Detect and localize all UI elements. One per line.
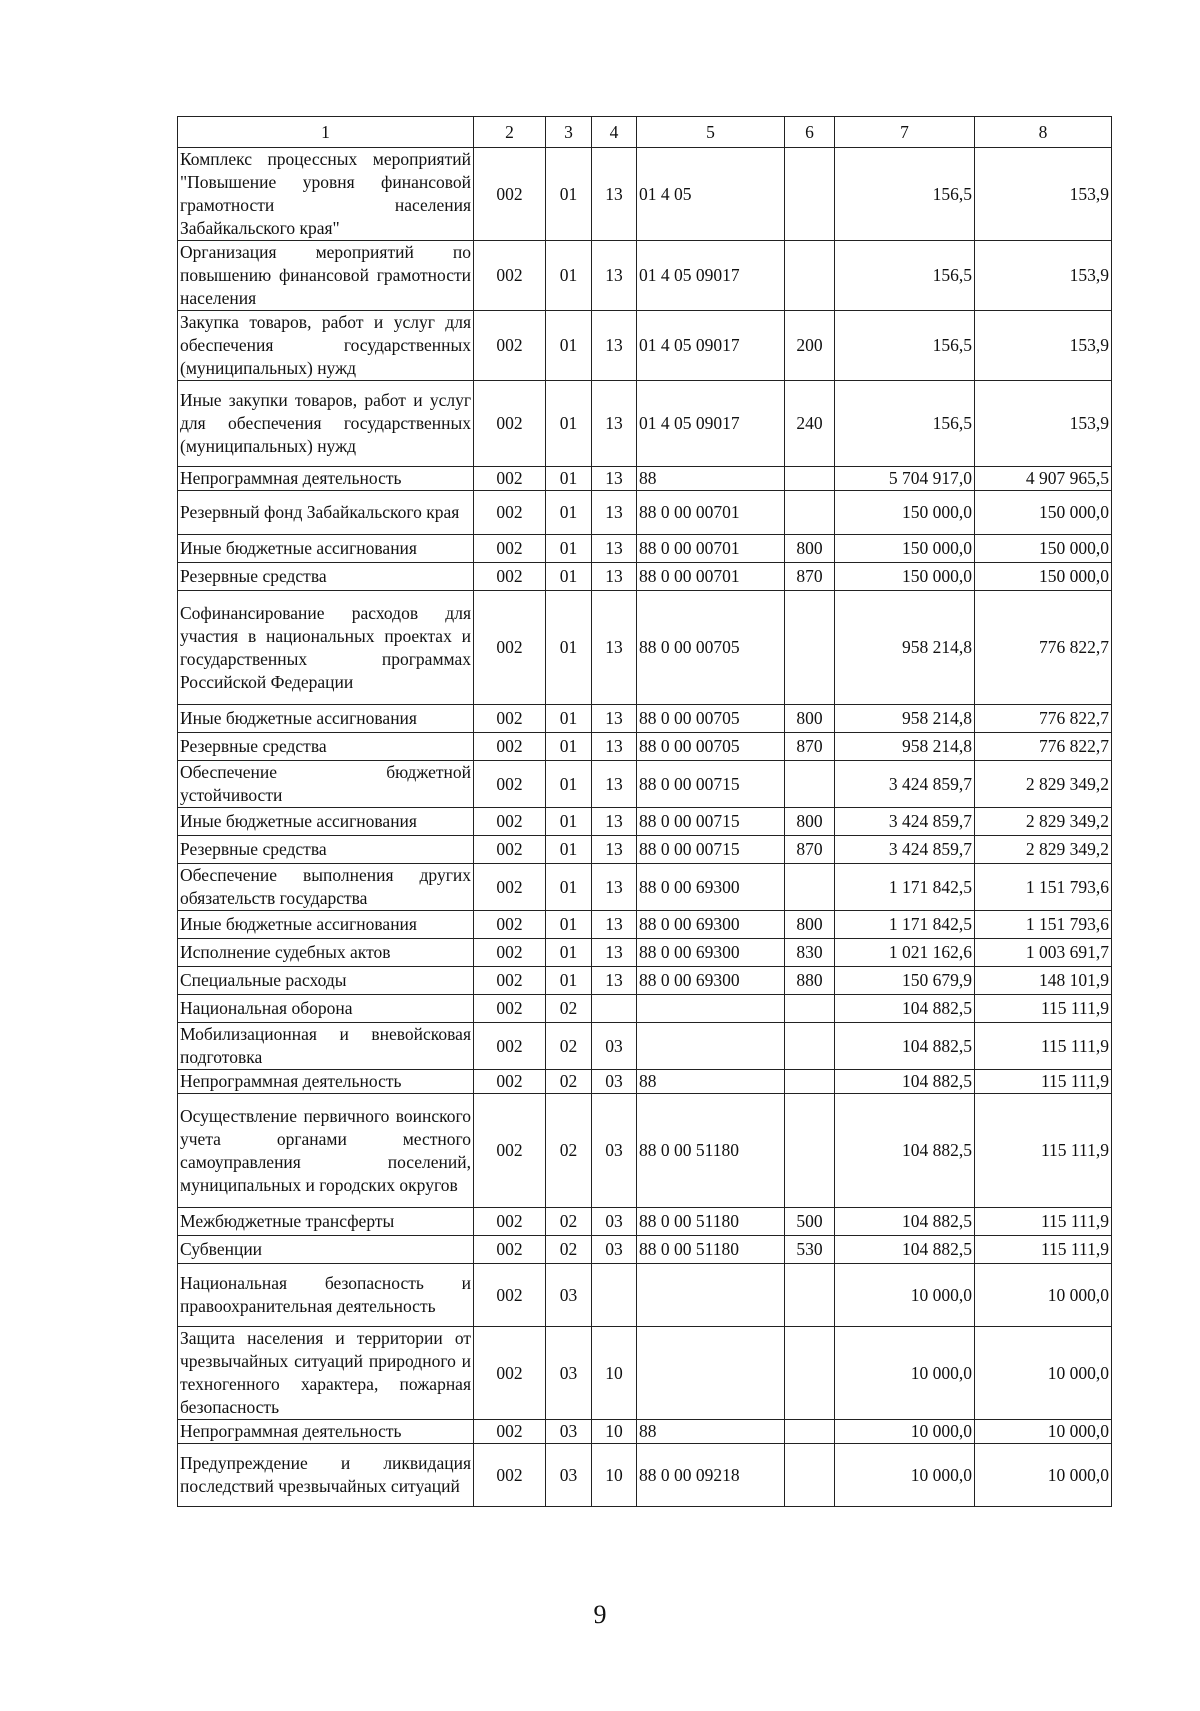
row-section-code: 01 xyxy=(546,733,592,761)
row-section-code: 01 xyxy=(546,467,592,491)
row-target-article xyxy=(637,1023,785,1070)
table-row xyxy=(178,1236,1112,1264)
row-section-code: 02 xyxy=(546,1094,592,1208)
row-name: Резервный фонд Забайкальского края xyxy=(178,491,474,535)
budget-table xyxy=(177,116,1112,1507)
row-amount-col7: 104 882,5 xyxy=(835,1094,975,1208)
row-expense-type xyxy=(785,467,835,491)
row-ministry-code: 002 xyxy=(474,241,546,311)
row-amount-col8: 148 101,9 xyxy=(975,967,1112,995)
row-subsection-code: 13 xyxy=(592,535,637,563)
row-amount-col8: 153,9 xyxy=(975,241,1112,311)
row-subsection-code: 13 xyxy=(592,808,637,836)
row-amount-col7: 156,5 xyxy=(835,311,975,381)
row-amount-col8: 2 829 349,2 xyxy=(975,836,1112,864)
row-expense-type xyxy=(785,864,835,911)
row-section-code: 01 xyxy=(546,808,592,836)
row-ministry-code: 002 xyxy=(474,381,546,467)
row-expense-type: 800 xyxy=(785,705,835,733)
row-name: Софинансирование расходов для участия в национальных проектах и государственных программах Российской Федерации xyxy=(178,591,474,705)
row-target-article: 88 xyxy=(637,1420,785,1444)
row-ministry-code: 002 xyxy=(474,563,546,591)
row-subsection-code: 13 xyxy=(592,148,637,241)
table-row xyxy=(178,467,1112,491)
row-amount-col7: 3 424 859,7 xyxy=(835,836,975,864)
row-ministry-code: 002 xyxy=(474,836,546,864)
row-subsection-code: 03 xyxy=(592,1023,637,1070)
row-expense-type: 880 xyxy=(785,967,835,995)
row-expense-type xyxy=(785,1420,835,1444)
row-subsection-code: 13 xyxy=(592,311,637,381)
table-row xyxy=(178,1094,1112,1208)
row-amount-col7: 104 882,5 xyxy=(835,995,975,1023)
table-row xyxy=(178,1264,1112,1327)
row-subsection-code: 13 xyxy=(592,939,637,967)
row-name: Непрограммная деятельность xyxy=(178,467,474,491)
row-subsection-code xyxy=(592,995,637,1023)
row-section-code: 02 xyxy=(546,1070,592,1094)
row-amount-col8: 150 000,0 xyxy=(975,563,1112,591)
row-section-code: 03 xyxy=(546,1264,592,1327)
row-expense-type: 240 xyxy=(785,381,835,467)
row-amount-col8: 2 829 349,2 xyxy=(975,808,1112,836)
row-ministry-code: 002 xyxy=(474,591,546,705)
row-amount-col7: 104 882,5 xyxy=(835,1236,975,1264)
row-name: Обеспечение бюджетной устойчивости xyxy=(178,761,474,808)
row-subsection-code: 13 xyxy=(592,733,637,761)
row-expense-type: 870 xyxy=(785,733,835,761)
row-expense-type xyxy=(785,1444,835,1507)
row-target-article: 01 4 05 xyxy=(637,148,785,241)
row-target-article: 88 0 00 00701 xyxy=(637,563,785,591)
row-name: Резервные средства xyxy=(178,733,474,761)
row-section-code: 01 xyxy=(546,381,592,467)
row-subsection-code: 13 xyxy=(592,967,637,995)
row-ministry-code: 002 xyxy=(474,1327,546,1420)
row-expense-type xyxy=(785,1327,835,1420)
row-expense-type xyxy=(785,995,835,1023)
row-name: Непрограммная деятельность xyxy=(178,1070,474,1094)
row-amount-col7: 1 171 842,5 xyxy=(835,864,975,911)
row-amount-col8: 115 111,9 xyxy=(975,1094,1112,1208)
row-amount-col8: 153,9 xyxy=(975,311,1112,381)
row-name: Осуществление первичного воинского учета органами местного самоуправления поселений, муниципальных и городских округов xyxy=(178,1094,474,1208)
page-number: 9 xyxy=(593,1600,607,1629)
row-target-article: 88 0 00 00705 xyxy=(637,733,785,761)
row-amount-col8: 10 000,0 xyxy=(975,1444,1112,1507)
header-col-6: 6 xyxy=(785,117,835,148)
row-subsection-code: 13 xyxy=(592,836,637,864)
row-amount-col8: 4 907 965,5 xyxy=(975,467,1112,491)
table-row xyxy=(178,591,1112,705)
table-header xyxy=(178,117,1112,148)
row-amount-col7: 156,5 xyxy=(835,241,975,311)
row-subsection-code: 10 xyxy=(592,1420,637,1444)
row-target-article: 01 4 05 09017 xyxy=(637,311,785,381)
header-row xyxy=(178,117,1112,148)
row-expense-type xyxy=(785,1070,835,1094)
row-name: Непрограммная деятельность xyxy=(178,1420,474,1444)
row-ministry-code: 002 xyxy=(474,1444,546,1507)
row-section-code: 02 xyxy=(546,1208,592,1236)
row-name: Субвенции xyxy=(178,1236,474,1264)
row-expense-type xyxy=(785,241,835,311)
row-amount-col8: 115 111,9 xyxy=(975,1208,1112,1236)
row-ministry-code: 002 xyxy=(474,733,546,761)
row-target-article: 88 0 00 00701 xyxy=(637,491,785,535)
row-section-code: 01 xyxy=(546,967,592,995)
row-name: Иные бюджетные ассигнования xyxy=(178,535,474,563)
row-amount-col8: 776 822,7 xyxy=(975,733,1112,761)
row-target-article xyxy=(637,995,785,1023)
row-target-article xyxy=(637,1264,785,1327)
row-amount-col8: 150 000,0 xyxy=(975,491,1112,535)
row-target-article: 88 0 00 69300 xyxy=(637,939,785,967)
row-section-code: 02 xyxy=(546,1023,592,1070)
row-subsection-code: 13 xyxy=(592,705,637,733)
row-ministry-code: 002 xyxy=(474,1094,546,1208)
row-subsection-code: 03 xyxy=(592,1070,637,1094)
row-subsection-code: 03 xyxy=(592,1094,637,1208)
row-amount-col8: 150 000,0 xyxy=(975,535,1112,563)
table-row xyxy=(178,535,1112,563)
table-row xyxy=(178,381,1112,467)
table-row xyxy=(178,911,1112,939)
row-amount-col7: 150 000,0 xyxy=(835,491,975,535)
row-expense-type xyxy=(785,591,835,705)
row-subsection-code: 13 xyxy=(592,491,637,535)
table-row xyxy=(178,995,1112,1023)
row-target-article: 88 0 00 51180 xyxy=(637,1236,785,1264)
row-subsection-code: 13 xyxy=(592,241,637,311)
row-section-code: 03 xyxy=(546,1444,592,1507)
row-section-code: 03 xyxy=(546,1420,592,1444)
row-target-article: 88 0 00 00705 xyxy=(637,705,785,733)
row-expense-type: 870 xyxy=(785,836,835,864)
row-ministry-code: 002 xyxy=(474,808,546,836)
row-expense-type: 870 xyxy=(785,563,835,591)
row-section-code: 02 xyxy=(546,995,592,1023)
table-row xyxy=(178,491,1112,535)
row-section-code: 01 xyxy=(546,761,592,808)
row-subsection-code: 03 xyxy=(592,1208,637,1236)
row-amount-col8: 153,9 xyxy=(975,148,1112,241)
table-row xyxy=(178,1420,1112,1444)
row-section-code: 01 xyxy=(546,311,592,381)
row-section-code: 03 xyxy=(546,1327,592,1420)
row-expense-type xyxy=(785,761,835,808)
row-ministry-code: 002 xyxy=(474,148,546,241)
row-subsection-code: 10 xyxy=(592,1327,637,1420)
row-amount-col7: 10 000,0 xyxy=(835,1264,975,1327)
row-amount-col8: 115 111,9 xyxy=(975,1023,1112,1070)
row-target-article: 88 0 00 00715 xyxy=(637,836,785,864)
row-ministry-code: 002 xyxy=(474,864,546,911)
row-section-code: 01 xyxy=(546,563,592,591)
row-section-code: 01 xyxy=(546,836,592,864)
row-amount-col8: 776 822,7 xyxy=(975,705,1112,733)
row-amount-col8: 1 003 691,7 xyxy=(975,939,1112,967)
row-amount-col7: 104 882,5 xyxy=(835,1208,975,1236)
row-amount-col8: 2 829 349,2 xyxy=(975,761,1112,808)
row-amount-col7: 5 704 917,0 xyxy=(835,467,975,491)
row-subsection-code: 13 xyxy=(592,591,637,705)
row-name: Закупка товаров, работ и услуг для обеспечения государственных (муниципальных) нужд xyxy=(178,311,474,381)
row-name: Иные бюджетные ассигнования xyxy=(178,808,474,836)
row-name: Национальная безопасность и правоохранительная деятельность xyxy=(178,1264,474,1327)
table-row xyxy=(178,733,1112,761)
row-amount-col8: 115 111,9 xyxy=(975,1070,1112,1094)
row-name: Исполнение судебных актов xyxy=(178,939,474,967)
row-name: Национальная оборона xyxy=(178,995,474,1023)
header-col-2: 2 xyxy=(474,117,546,148)
row-target-article: 88 0 00 69300 xyxy=(637,864,785,911)
row-amount-col7: 958 214,8 xyxy=(835,733,975,761)
row-ministry-code: 002 xyxy=(474,467,546,491)
row-subsection-code: 13 xyxy=(592,911,637,939)
row-expense-type: 800 xyxy=(785,535,835,563)
row-expense-type: 500 xyxy=(785,1208,835,1236)
row-target-article: 88 0 00 69300 xyxy=(637,911,785,939)
row-expense-type: 800 xyxy=(785,808,835,836)
header-col-5: 5 xyxy=(637,117,785,148)
table-row xyxy=(178,311,1112,381)
row-amount-col7: 156,5 xyxy=(835,381,975,467)
row-ministry-code: 002 xyxy=(474,967,546,995)
row-amount-col8: 115 111,9 xyxy=(975,995,1112,1023)
row-target-article: 88 0 00 09218 xyxy=(637,1444,785,1507)
header-col-4: 4 xyxy=(592,117,637,148)
row-target-article: 88 0 00 00705 xyxy=(637,591,785,705)
row-amount-col8: 10 000,0 xyxy=(975,1264,1112,1327)
row-ministry-code: 002 xyxy=(474,491,546,535)
row-name: Предупреждение и ликвидация последствий чрезвычайных ситуаций xyxy=(178,1444,474,1507)
row-subsection-code: 13 xyxy=(592,864,637,911)
row-subsection-code: 13 xyxy=(592,563,637,591)
row-expense-type xyxy=(785,1094,835,1208)
table-row xyxy=(178,241,1112,311)
table-row xyxy=(178,808,1112,836)
row-ministry-code: 002 xyxy=(474,1208,546,1236)
row-name: Резервные средства xyxy=(178,836,474,864)
row-target-article xyxy=(637,1327,785,1420)
row-ministry-code: 002 xyxy=(474,1420,546,1444)
row-expense-type xyxy=(785,1023,835,1070)
table-row xyxy=(178,864,1112,911)
row-amount-col8: 115 111,9 xyxy=(975,1236,1112,1264)
row-amount-col7: 10 000,0 xyxy=(835,1327,975,1420)
row-ministry-code: 002 xyxy=(474,1070,546,1094)
row-ministry-code: 002 xyxy=(474,939,546,967)
table-row xyxy=(178,836,1112,864)
row-name: Специальные расходы xyxy=(178,967,474,995)
table-row xyxy=(178,967,1112,995)
row-amount-col7: 156,5 xyxy=(835,148,975,241)
row-section-code: 01 xyxy=(546,939,592,967)
row-amount-col7: 1 171 842,5 xyxy=(835,911,975,939)
row-section-code: 01 xyxy=(546,864,592,911)
row-amount-col7: 150 000,0 xyxy=(835,535,975,563)
row-name: Мобилизационная и вневойсковая подготовка xyxy=(178,1023,474,1070)
header-col-1: 1 xyxy=(178,117,474,148)
table-row xyxy=(178,1444,1112,1507)
row-amount-col8: 153,9 xyxy=(975,381,1112,467)
row-target-article: 01 4 05 09017 xyxy=(637,381,785,467)
row-ministry-code: 002 xyxy=(474,535,546,563)
row-expense-type: 800 xyxy=(785,911,835,939)
row-amount-col8: 1 151 793,6 xyxy=(975,864,1112,911)
row-target-article: 88 0 00 00701 xyxy=(637,535,785,563)
row-subsection-code: 10 xyxy=(592,1444,637,1507)
row-expense-type xyxy=(785,1264,835,1327)
row-ministry-code: 002 xyxy=(474,911,546,939)
row-amount-col7: 104 882,5 xyxy=(835,1023,975,1070)
table-row xyxy=(178,705,1112,733)
row-section-code: 01 xyxy=(546,148,592,241)
row-amount-col7: 958 214,8 xyxy=(835,705,975,733)
row-subsection-code: 13 xyxy=(592,381,637,467)
row-amount-col8: 776 822,7 xyxy=(975,591,1112,705)
row-name: Межбюджетные трансферты xyxy=(178,1208,474,1236)
row-amount-col8: 10 000,0 xyxy=(975,1327,1112,1420)
row-section-code: 02 xyxy=(546,1236,592,1264)
row-expense-type xyxy=(785,491,835,535)
row-ministry-code: 002 xyxy=(474,1264,546,1327)
table-row xyxy=(178,761,1112,808)
row-target-article: 88 xyxy=(637,1070,785,1094)
row-subsection-code: 13 xyxy=(592,761,637,808)
row-target-article: 88 0 00 51180 xyxy=(637,1208,785,1236)
row-ministry-code: 002 xyxy=(474,705,546,733)
row-section-code: 01 xyxy=(546,911,592,939)
row-section-code: 01 xyxy=(546,491,592,535)
row-subsection-code xyxy=(592,1264,637,1327)
table-row xyxy=(178,1208,1112,1236)
row-amount-col7: 150 679,9 xyxy=(835,967,975,995)
row-expense-type: 830 xyxy=(785,939,835,967)
row-expense-type: 200 xyxy=(785,311,835,381)
row-target-article: 88 0 00 00715 xyxy=(637,761,785,808)
row-section-code: 01 xyxy=(546,241,592,311)
row-target-article: 01 4 05 09017 xyxy=(637,241,785,311)
header-col-8: 8 xyxy=(975,117,1112,148)
row-section-code: 01 xyxy=(546,591,592,705)
row-subsection-code: 13 xyxy=(592,467,637,491)
row-section-code: 01 xyxy=(546,705,592,733)
table-row xyxy=(178,1070,1112,1094)
row-ministry-code: 002 xyxy=(474,995,546,1023)
row-target-article: 88 0 00 00715 xyxy=(637,808,785,836)
row-ministry-code: 002 xyxy=(474,761,546,808)
row-name: Комплекс процессных мероприятий "Повышение уровня финансовой грамотности населения Забайкальского края" xyxy=(178,148,474,241)
row-amount-col7: 104 882,5 xyxy=(835,1070,975,1094)
row-amount-col7: 10 000,0 xyxy=(835,1444,975,1507)
row-amount-col8: 10 000,0 xyxy=(975,1420,1112,1444)
row-name: Иные бюджетные ассигнования xyxy=(178,705,474,733)
table-row xyxy=(178,148,1112,241)
table-row xyxy=(178,1327,1112,1420)
row-target-article: 88 0 00 51180 xyxy=(637,1094,785,1208)
table-row xyxy=(178,939,1112,967)
row-ministry-code: 002 xyxy=(474,1236,546,1264)
row-amount-col7: 3 424 859,7 xyxy=(835,808,975,836)
table-row xyxy=(178,563,1112,591)
row-target-article: 88 0 00 69300 xyxy=(637,967,785,995)
row-name: Организация мероприятий по повышению финансовой грамотности населения xyxy=(178,241,474,311)
row-amount-col7: 150 000,0 xyxy=(835,563,975,591)
row-expense-type: 530 xyxy=(785,1236,835,1264)
row-amount-col7: 958 214,8 xyxy=(835,591,975,705)
row-ministry-code: 002 xyxy=(474,311,546,381)
row-name: Обеспечение выполнения других обязательств государства xyxy=(178,864,474,911)
row-target-article: 88 xyxy=(637,467,785,491)
row-name: Защита населения и территории от чрезвычайных ситуаций природного и техногенного характера, пожарная безопасность xyxy=(178,1327,474,1420)
row-name: Иные бюджетные ассигнования xyxy=(178,911,474,939)
row-subsection-code: 03 xyxy=(592,1236,637,1264)
row-amount-col7: 1 021 162,6 xyxy=(835,939,975,967)
row-name: Иные закупки товаров, работ и услуг для обеспечения государственных (муниципальных) нужд xyxy=(178,381,474,467)
header-col-7: 7 xyxy=(835,117,975,148)
row-amount-col7: 10 000,0 xyxy=(835,1420,975,1444)
row-name: Резервные средства xyxy=(178,563,474,591)
row-amount-col7: 3 424 859,7 xyxy=(835,761,975,808)
table-body xyxy=(178,148,1112,1507)
header-col-3: 3 xyxy=(546,117,592,148)
row-ministry-code: 002 xyxy=(474,1023,546,1070)
row-expense-type xyxy=(785,148,835,241)
table-row xyxy=(178,1023,1112,1070)
row-section-code: 01 xyxy=(546,535,592,563)
row-amount-col8: 1 151 793,6 xyxy=(975,911,1112,939)
